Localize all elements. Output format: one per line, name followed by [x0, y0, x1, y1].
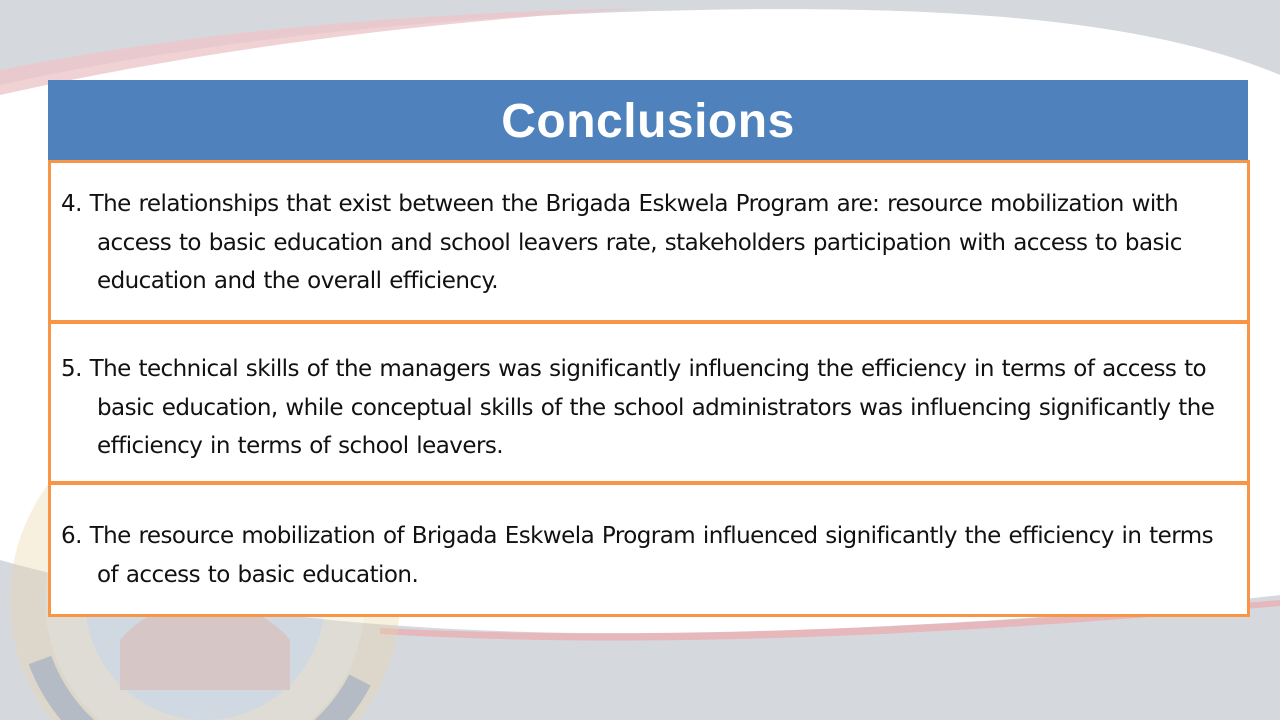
conclusion-box-5: [48, 321, 1250, 484]
conclusion-text-5: 5. The technical skills of the managers was significantly influencing the efficiency in terms of access to basic education, while conceptual skills of the school administrators was influencing significantly the efficiency in terms of school leavers.: [61, 356, 1215, 459]
conclusion-box-4: [48, 160, 1250, 323]
title-bar: [48, 80, 1248, 162]
slide-title: Conclusions: [501, 94, 795, 148]
conclusion-box-6: [48, 482, 1250, 617]
conclusion-text-4: 4. The relationships that exist between the Brigada Eskwela Program are: resource mobilization with access to basic education and school leavers rate, stakeholders participation with access to basic education and the overall efficiency.: [61, 191, 1182, 294]
conclusion-text-6: 6. The resource mobilization of Brigada Eskwela Program influenced significantly the efficiency in terms of access to basic education.: [61, 523, 1214, 588]
